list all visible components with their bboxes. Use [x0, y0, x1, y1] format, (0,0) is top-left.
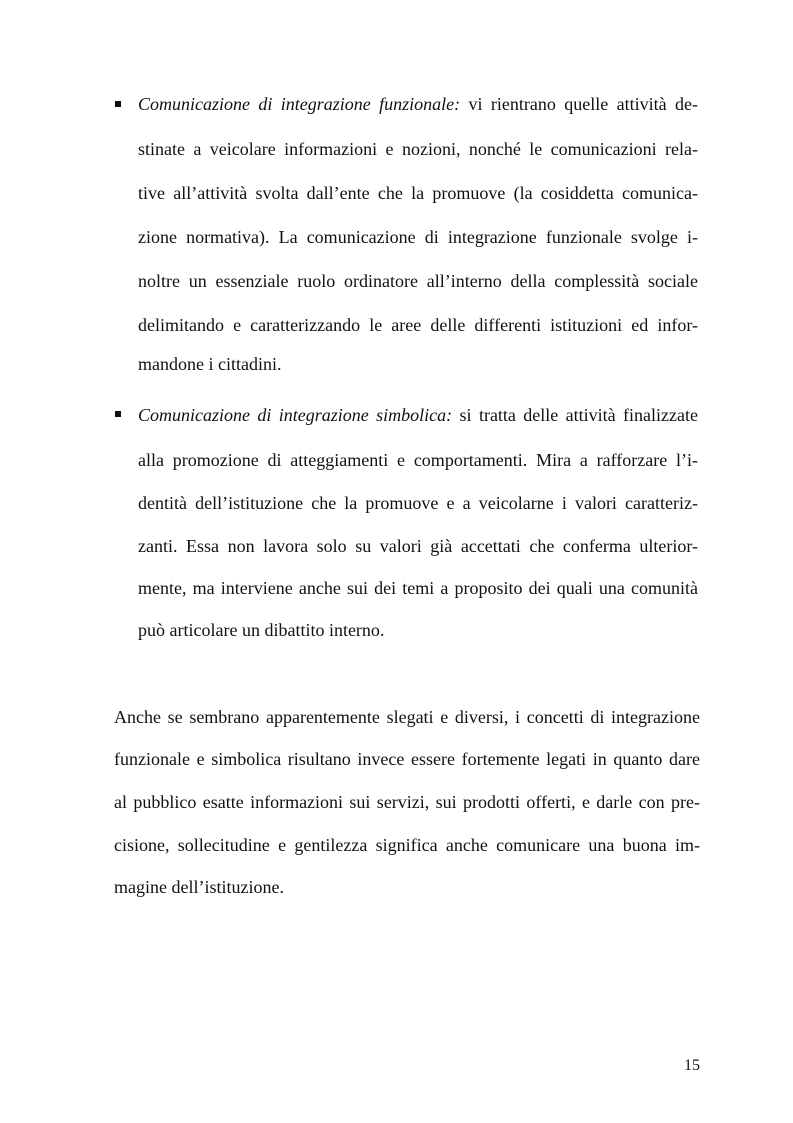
bullet-line: mente, ma interviene anche sui dei temi a proposito dei quali una comunità	[138, 578, 698, 598]
bullet-heading: Comunicazione di integrazione funzionale:	[138, 94, 461, 114]
bullet-line: dentità dell’istituzione che la promuove e a veicolarne i valori caratteriz-	[138, 493, 698, 513]
bullet-line	[138, 93, 698, 115]
bullet-text: vi rientrano quelle attività de-	[460, 94, 698, 114]
paragraph-line: al pubblico esatte informazioni sui servizi, sui prodotti offerti, e darle con pre-	[114, 792, 700, 812]
bullet-line: delimitando e caratterizzando le aree delle differenti istituzioni ed infor-	[138, 315, 698, 335]
bullet-line: mandone i cittadini.	[138, 354, 282, 374]
paragraph-line: funzionale e simbolica risultano invece essere fortemente legati in quanto dare	[114, 749, 700, 769]
bullet-line: tive all’attività svolta dall’ente che la promuove (la cosiddetta comunica-	[138, 183, 698, 203]
paragraph-line: cisione, sollecitudine e gentilezza significa anche comunicare una buona im-	[114, 835, 700, 855]
bullet-line: stinate a veicolare informazioni e nozioni, nonché le comunicazioni rela-	[138, 139, 698, 159]
bullet-line: può articolare un dibattito interno.	[138, 620, 385, 640]
paragraph-line: magine dell’istituzione.	[114, 877, 284, 897]
bullet-square-icon	[115, 101, 121, 107]
bullet-line: zione normativa). La comunicazione di integrazione funzionale svolge i-	[138, 227, 698, 247]
bullet-line: zanti. Essa non lavora solo su valori già accettati che conferma ulterior-	[138, 536, 698, 556]
bullet-line	[138, 404, 698, 426]
bullet-square-icon	[115, 411, 121, 417]
bullet-heading: Comunicazione di integrazione simbolica:	[138, 405, 453, 425]
bullet-line: alla promozione di atteggiamenti e comportamenti. Mira a rafforzare l’i-	[138, 450, 698, 470]
paragraph-line: Anche se sembrano apparentemente slegati e diversi, i concetti di integrazione	[114, 707, 700, 727]
page-number: 15	[684, 1057, 700, 1074]
bullet-text: si tratta delle attività finalizzate	[452, 405, 698, 425]
bullet-line: noltre un essenziale ruolo ordinatore all’interno della complessità sociale	[138, 271, 698, 291]
